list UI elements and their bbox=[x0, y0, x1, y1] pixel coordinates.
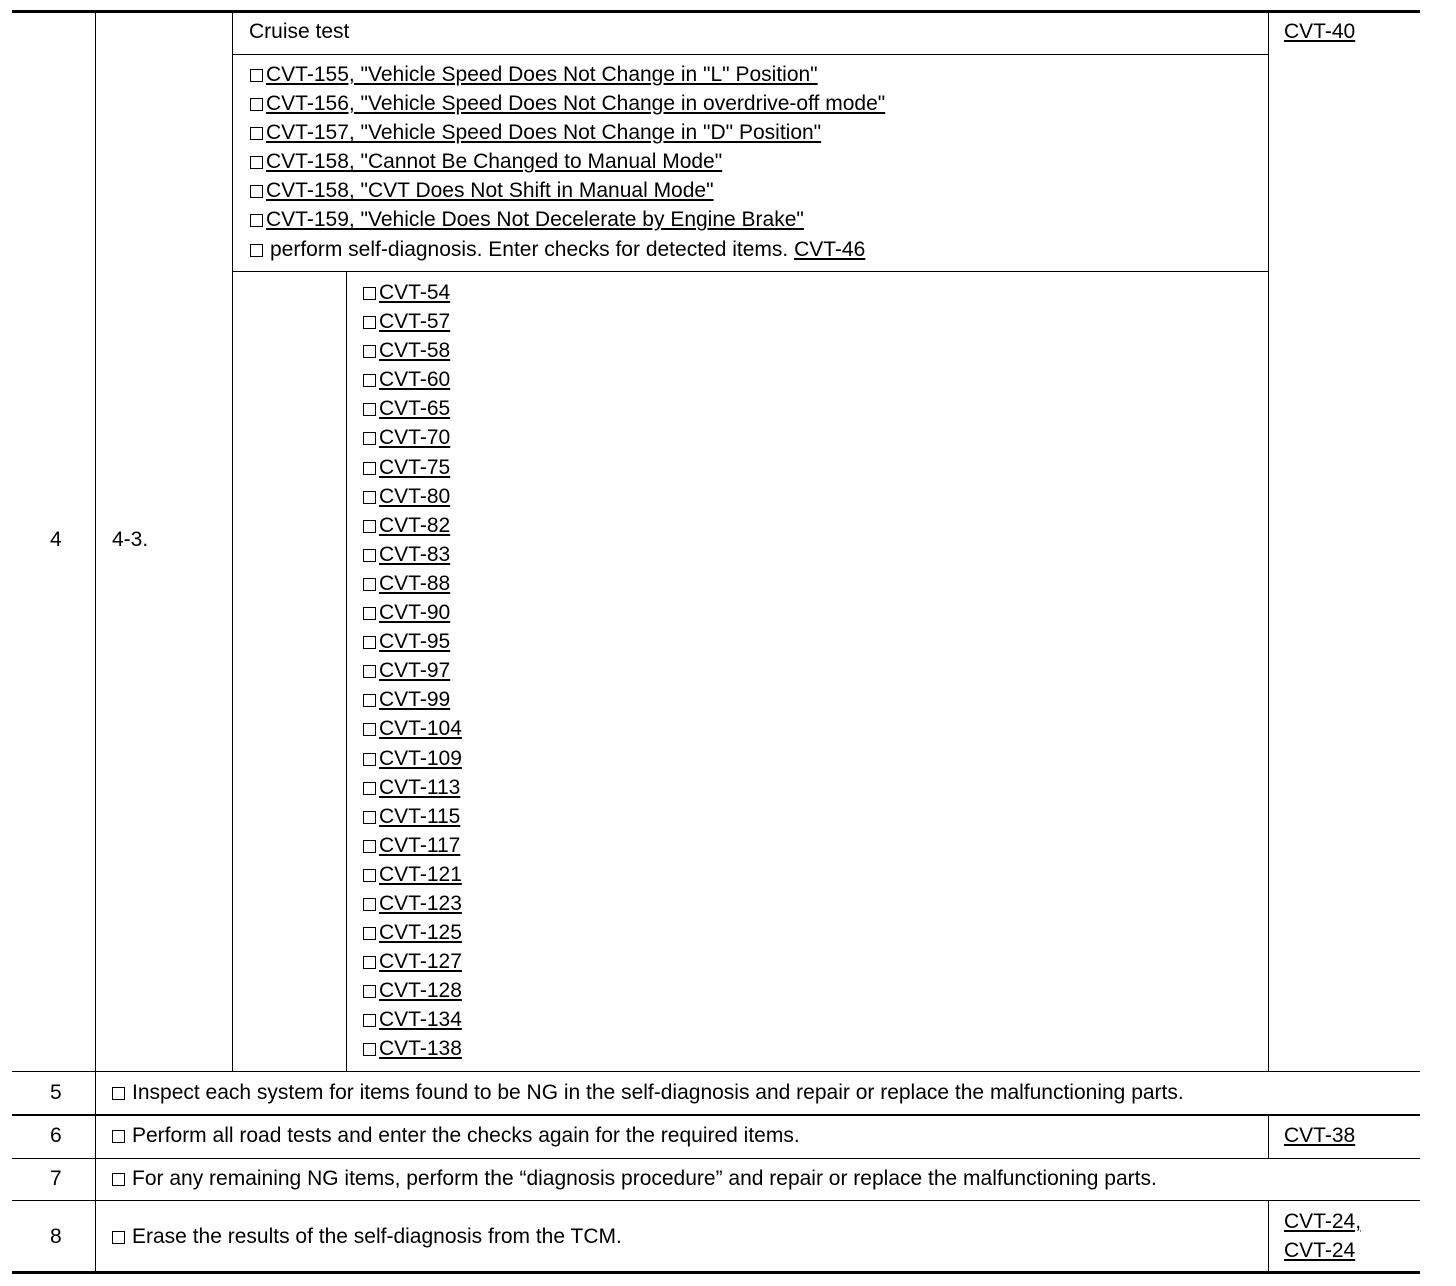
checkbox-icon[interactable] bbox=[363, 403, 376, 416]
dtc-link[interactable]: CVT-80 bbox=[379, 484, 451, 508]
checkbox-icon[interactable] bbox=[112, 1130, 125, 1143]
dtc-item[interactable] bbox=[363, 685, 462, 714]
row4-substep: 4-3. bbox=[112, 528, 149, 551]
checkbox-icon[interactable] bbox=[250, 244, 263, 257]
dtc-link[interactable]: CVT-90 bbox=[379, 601, 451, 625]
dtc-item[interactable] bbox=[363, 482, 462, 511]
checkbox-icon[interactable] bbox=[112, 1087, 125, 1100]
col-divider-step bbox=[95, 12, 96, 1272]
rule-row7-bottom bbox=[12, 1200, 1420, 1201]
checkbox-icon[interactable] bbox=[363, 840, 376, 853]
checkbox-icon[interactable] bbox=[363, 636, 376, 649]
dtc-item[interactable] bbox=[363, 918, 462, 947]
checkbox-icon[interactable] bbox=[363, 520, 376, 533]
table-bottom-border bbox=[12, 1271, 1420, 1274]
row5-item bbox=[112, 1078, 1184, 1107]
dtc-item[interactable] bbox=[363, 598, 462, 627]
dtc-item[interactable] bbox=[363, 831, 462, 860]
dtc-link[interactable]: CVT-83 bbox=[379, 542, 451, 566]
dtc-link[interactable]: CVT-125 bbox=[379, 921, 462, 945]
row4-step-number: 4 bbox=[50, 528, 62, 551]
row8-item bbox=[112, 1222, 622, 1251]
dtc-item[interactable] bbox=[363, 656, 462, 685]
checkbox-icon[interactable] bbox=[250, 98, 263, 111]
self-diagnosis-text: perform self-diagnosis. Enter checks for detected items. bbox=[270, 237, 789, 261]
checkbox-icon[interactable] bbox=[363, 811, 376, 824]
rule-below-cruise-test bbox=[233, 54, 1269, 55]
row8-text: Erase the results of the self-diagnosis from the TCM. bbox=[132, 1225, 622, 1248]
self-diagnosis-link[interactable]: CVT-46 bbox=[794, 237, 866, 261]
rule-below-symptom-list bbox=[233, 271, 1269, 272]
dtc-item[interactable] bbox=[363, 714, 462, 743]
dtc-link[interactable]: CVT-75 bbox=[379, 455, 451, 479]
symptom-item[interactable] bbox=[250, 147, 885, 176]
dtc-item[interactable] bbox=[363, 744, 462, 773]
dtc-link[interactable]: CVT-128 bbox=[379, 979, 462, 1003]
dtc-link[interactable]: CVT-127 bbox=[379, 950, 462, 974]
dtc-item[interactable] bbox=[363, 423, 462, 452]
dtc-item[interactable] bbox=[363, 773, 462, 802]
checkbox-icon[interactable] bbox=[363, 1043, 376, 1056]
dtc-item[interactable] bbox=[363, 1005, 462, 1034]
dtc-link[interactable]: CVT-65 bbox=[379, 397, 451, 421]
dtc-link[interactable]: CVT-115 bbox=[379, 804, 461, 828]
symptom-item[interactable] bbox=[250, 89, 885, 118]
checkbox-icon[interactable] bbox=[363, 665, 376, 678]
symptom-item[interactable] bbox=[250, 60, 885, 89]
checkbox-icon[interactable] bbox=[363, 491, 376, 504]
dtc-item[interactable] bbox=[363, 278, 462, 307]
row6-step-number: 6 bbox=[50, 1124, 62, 1147]
dtc-item[interactable] bbox=[363, 947, 462, 976]
checkbox-icon[interactable] bbox=[363, 345, 376, 358]
row7-text: For any remaining NG items, perform the “diagnosis procedure” and repair or replace the malfunctioning parts. bbox=[132, 1167, 1157, 1190]
checkbox-icon[interactable] bbox=[250, 69, 263, 82]
row8-step-number: 8 bbox=[50, 1225, 62, 1248]
checkbox-icon[interactable] bbox=[363, 549, 376, 562]
symptom-link[interactable]: CVT-158, "CVT Does Not Shift in Manual Mode" bbox=[266, 179, 714, 203]
checkbox-icon[interactable] bbox=[112, 1231, 125, 1244]
symptom-link[interactable]: CVT-155, "Vehicle Speed Does Not Change in "L" Position" bbox=[266, 63, 818, 86]
checkbox-icon[interactable] bbox=[363, 985, 376, 998]
dtc-link[interactable]: CVT-95 bbox=[379, 630, 451, 654]
col-divider-ref-row4 bbox=[1268, 12, 1269, 1072]
row6-text: Perform all road tests and enter the checks again for the required items. bbox=[132, 1124, 800, 1147]
row7-step-number: 7 bbox=[50, 1167, 62, 1190]
rule-row4-bottom bbox=[12, 1071, 1420, 1072]
table-top-border bbox=[12, 10, 1420, 13]
dtc-item[interactable] bbox=[363, 889, 462, 918]
row7-item bbox=[112, 1164, 1157, 1193]
dtc-link[interactable]: CVT-99 bbox=[379, 688, 451, 712]
dtc-item[interactable] bbox=[363, 336, 462, 365]
dtc-link[interactable]: CVT-60 bbox=[379, 368, 451, 392]
dtc-link[interactable]: CVT-58 bbox=[379, 339, 451, 363]
checkbox-icon[interactable] bbox=[363, 607, 376, 620]
checkbox-icon[interactable] bbox=[250, 156, 263, 169]
row4-ref-link[interactable]: CVT-40 bbox=[1284, 20, 1356, 43]
checkbox-icon[interactable] bbox=[250, 214, 263, 227]
dtc-link[interactable]: CVT-109 bbox=[379, 746, 462, 770]
checkbox-icon[interactable] bbox=[363, 374, 376, 387]
symptom-link[interactable]: CVT-159, "Vehicle Does Not Decelerate by Engine Brake" bbox=[266, 208, 804, 232]
dtc-item[interactable] bbox=[363, 307, 462, 336]
dtc-check-list bbox=[363, 278, 462, 1064]
dtc-link[interactable]: CVT-88 bbox=[379, 571, 451, 595]
col-divider-dtc bbox=[346, 271, 347, 1072]
cruise-test-label: Cruise test bbox=[249, 20, 350, 43]
checkbox-icon[interactable] bbox=[250, 127, 263, 140]
col-divider-ref-row8 bbox=[1268, 1200, 1269, 1272]
checkbox-icon[interactable] bbox=[363, 432, 376, 445]
dtc-item[interactable] bbox=[363, 511, 462, 540]
symptom-link[interactable]: CVT-156, "Vehicle Speed Does Not Change in overdrive-off mode" bbox=[266, 92, 886, 116]
dtc-link[interactable]: CVT-54 bbox=[379, 281, 451, 304]
self-diagnosis-item bbox=[250, 235, 885, 264]
checkbox-icon[interactable] bbox=[363, 869, 376, 882]
col-divider-ref-row6 bbox=[1268, 1115, 1269, 1159]
dtc-link[interactable]: CVT-70 bbox=[379, 426, 451, 450]
row6-ref-link[interactable]: CVT-38 bbox=[1284, 1124, 1356, 1147]
checkbox-icon[interactable] bbox=[363, 1014, 376, 1027]
checkbox-icon[interactable] bbox=[363, 694, 376, 707]
checkbox-icon[interactable] bbox=[363, 753, 376, 766]
dtc-link[interactable]: CVT-123 bbox=[379, 891, 462, 915]
row8-ref-1 bbox=[1284, 1207, 1361, 1236]
dtc-item[interactable] bbox=[363, 860, 462, 889]
checkbox-icon[interactable] bbox=[363, 956, 376, 969]
dtc-item[interactable] bbox=[363, 627, 462, 656]
checkbox-icon[interactable] bbox=[363, 782, 376, 795]
row5-text: Inspect each system for items found to be NG in the self-diagnosis and repair or replace the malfunctioning parts. bbox=[132, 1081, 1184, 1104]
dtc-item[interactable] bbox=[363, 540, 462, 569]
row8-ref-link-1[interactable]: CVT-24, bbox=[1284, 1210, 1362, 1233]
checkbox-icon[interactable] bbox=[363, 316, 376, 329]
dtc-link[interactable]: CVT-121 bbox=[379, 862, 462, 886]
dtc-item[interactable] bbox=[363, 1034, 462, 1063]
checkbox-icon[interactable] bbox=[250, 185, 263, 198]
symptom-item[interactable] bbox=[250, 176, 885, 205]
col-divider-substep bbox=[232, 12, 233, 1072]
checkbox-icon[interactable] bbox=[363, 462, 376, 475]
checkbox-icon[interactable] bbox=[363, 578, 376, 591]
dtc-link[interactable]: CVT-104 bbox=[379, 717, 462, 741]
dtc-link[interactable]: CVT-82 bbox=[379, 513, 451, 537]
symptom-check-list bbox=[250, 60, 885, 264]
row6-item bbox=[112, 1121, 800, 1150]
dtc-item[interactable] bbox=[363, 365, 462, 394]
checkbox-icon[interactable] bbox=[363, 287, 376, 300]
rule-row5-bottom bbox=[12, 1114, 1420, 1116]
dtc-link[interactable]: CVT-134 bbox=[379, 1008, 462, 1032]
symptom-link[interactable]: CVT-158, "Cannot Be Changed to Manual Mode" bbox=[266, 150, 723, 174]
symptom-link[interactable]: CVT-157, "Vehicle Speed Does Not Change in "D" Position" bbox=[266, 121, 822, 145]
checkbox-icon[interactable] bbox=[112, 1173, 125, 1186]
dtc-item[interactable] bbox=[363, 802, 462, 831]
dtc-item[interactable] bbox=[363, 976, 462, 1005]
rule-row6-bottom bbox=[12, 1158, 1420, 1159]
symptom-item[interactable] bbox=[250, 118, 885, 147]
dtc-link[interactable]: CVT-138 bbox=[379, 1037, 462, 1061]
checkbox-icon[interactable] bbox=[363, 898, 376, 911]
dtc-link[interactable]: CVT-113 bbox=[379, 775, 461, 799]
dtc-item[interactable] bbox=[363, 453, 462, 482]
symptom-item[interactable] bbox=[250, 205, 885, 234]
row5-step-number: 5 bbox=[50, 1081, 62, 1104]
dtc-link[interactable]: CVT-57 bbox=[379, 310, 451, 334]
row8-ref-link-2[interactable]: CVT-24 bbox=[1284, 1239, 1356, 1262]
dtc-item[interactable] bbox=[363, 394, 462, 423]
dtc-link[interactable]: CVT-97 bbox=[379, 659, 451, 683]
checkbox-icon[interactable] bbox=[363, 723, 376, 736]
dtc-item[interactable] bbox=[363, 569, 462, 598]
dtc-link[interactable]: CVT-117 bbox=[379, 833, 461, 857]
checkbox-icon[interactable] bbox=[363, 927, 376, 940]
